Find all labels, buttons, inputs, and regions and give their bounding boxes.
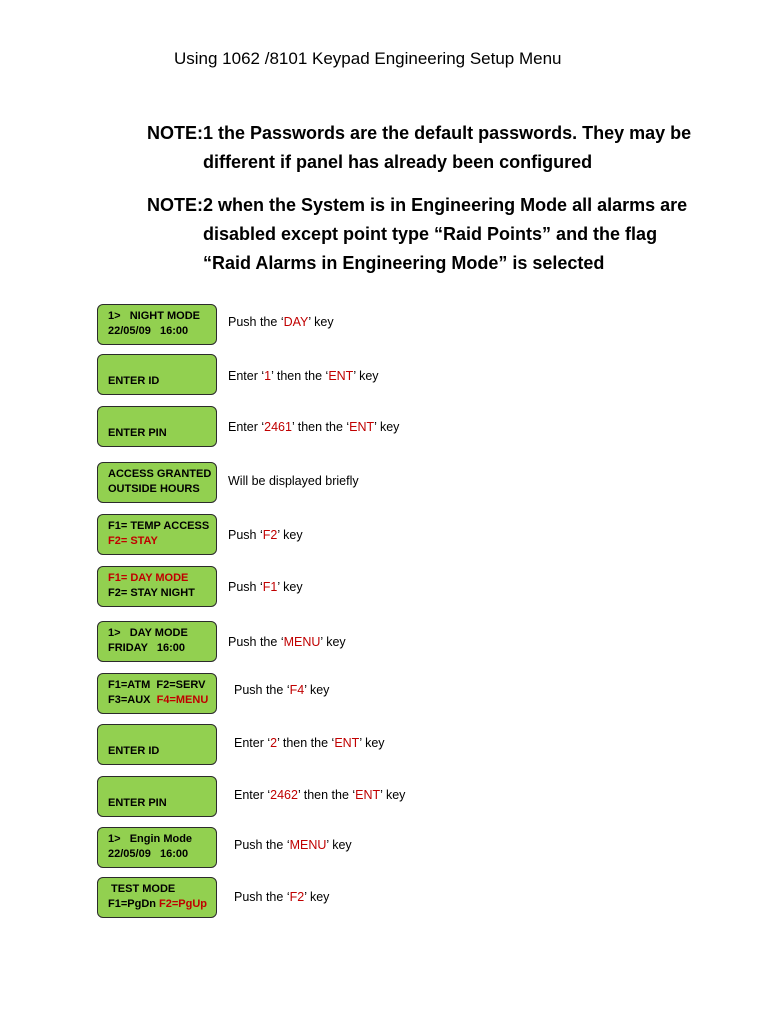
lcd-line-1 xyxy=(108,729,216,744)
lcd-line-1 xyxy=(108,359,216,374)
lcd-highlight-text: F1= DAY MODE xyxy=(108,572,189,584)
instruction-text: Push ‘ xyxy=(228,528,263,542)
lcd-text: ACCESS GRANTED xyxy=(108,468,212,480)
lcd-line-1 xyxy=(108,626,216,641)
lcd-text: TEST MODE xyxy=(108,883,176,895)
lcd-text: ENTER ID xyxy=(108,745,160,757)
lcd-text: F3=AUX xyxy=(108,694,157,706)
lcd-line-2 xyxy=(108,744,216,759)
step-instruction xyxy=(228,474,359,488)
lcd-text: ENTER PIN xyxy=(108,797,167,809)
key-name: ENT xyxy=(328,369,354,383)
step-instruction xyxy=(228,580,303,594)
instruction-text: Push the ‘ xyxy=(234,890,290,904)
note-label: NOTE: xyxy=(147,123,203,143)
instruction-text: Enter ‘ xyxy=(228,369,265,383)
step-instruction xyxy=(228,315,334,329)
note-label: NOTE: xyxy=(147,195,203,215)
step-instruction xyxy=(234,788,405,802)
lcd-text: 22/05/09 16:00 xyxy=(108,848,189,860)
key-name: F2 xyxy=(262,528,278,542)
key-name: MENU xyxy=(289,838,327,852)
key-name: 2 xyxy=(270,736,278,750)
lcd-line-1 xyxy=(108,832,216,847)
instruction-text: Push the ‘ xyxy=(234,838,290,852)
lcd-display xyxy=(97,304,217,345)
lcd-display xyxy=(97,514,217,555)
lcd-text: F1=ATM F2=SERV xyxy=(108,679,206,691)
lcd-line-2 xyxy=(108,796,216,811)
page-title: Using 1062 /8101 Keypad Engineering Setup Menu xyxy=(174,49,562,68)
instruction-text: ’ key xyxy=(326,838,352,852)
key-name: 1 xyxy=(264,369,272,383)
instruction-text: ’ key xyxy=(380,788,406,802)
lcd-display xyxy=(97,354,217,395)
instruction-text: ’ then the ‘ xyxy=(297,788,356,802)
note-1 xyxy=(147,119,691,177)
lcd-line-2 xyxy=(108,897,216,912)
lcd-text: F2= STAY NIGHT xyxy=(108,587,195,599)
lcd-text: 22/05/09 16:00 xyxy=(108,325,189,337)
step-instruction xyxy=(234,838,352,852)
lcd-line-1 xyxy=(108,678,216,693)
note-text: disabled except point type “Raid Points” and the flag xyxy=(203,224,658,244)
key-name: ENT xyxy=(355,788,381,802)
instruction-text: Will be displayed briefly xyxy=(228,474,359,488)
key-name: F2 xyxy=(289,890,305,904)
key-name: MENU xyxy=(283,635,321,649)
key-name: ENT xyxy=(334,736,360,750)
lcd-line-1 xyxy=(108,882,216,897)
note-text: different if panel has already been configured xyxy=(203,152,593,172)
lcd-line-2 xyxy=(108,324,216,339)
lcd-line-1 xyxy=(108,411,216,426)
step-instruction xyxy=(228,635,346,649)
note-text: 1 the Passwords are the default passwords. They may be xyxy=(203,123,692,143)
lcd-display xyxy=(97,406,217,447)
lcd-display xyxy=(97,724,217,765)
step-instruction xyxy=(228,369,379,383)
lcd-highlight-text: F4=MENU xyxy=(156,694,209,706)
lcd-line-2 xyxy=(108,847,216,862)
lcd-display xyxy=(97,877,217,918)
lcd-line-1 xyxy=(108,781,216,796)
lcd-text: 1> NIGHT MODE xyxy=(108,310,200,322)
instruction-text: ’ key xyxy=(277,528,303,542)
lcd-text: ENTER PIN xyxy=(108,427,167,439)
lcd-line-2 xyxy=(108,374,216,389)
lcd-text: 1> DAY MODE xyxy=(108,627,188,639)
lcd-display xyxy=(97,462,217,503)
instruction-text: ’ then the ‘ xyxy=(271,369,329,383)
key-name: DAY xyxy=(283,315,309,329)
instruction-text: ’ key xyxy=(308,315,334,329)
lcd-display xyxy=(97,566,217,607)
instruction-text: Enter ‘ xyxy=(234,788,271,802)
key-name: 2462 xyxy=(270,788,298,802)
step-instruction xyxy=(234,683,329,697)
key-name: ENT xyxy=(349,420,375,434)
instruction-text: Enter ‘ xyxy=(234,736,271,750)
instruction-text: ’ key xyxy=(277,580,303,594)
step-instruction xyxy=(234,736,385,750)
instruction-text: Push ‘ xyxy=(228,580,263,594)
lcd-text: OUTSIDE HOURS xyxy=(108,483,200,495)
lcd-line-1 xyxy=(108,519,216,534)
lcd-text: F1= TEMP ACCESS xyxy=(108,520,210,532)
instruction-text: Push the ‘ xyxy=(228,315,284,329)
lcd-display xyxy=(97,827,217,868)
step-instruction xyxy=(234,890,329,904)
instruction-text: ’ key xyxy=(304,683,330,697)
lcd-line-2 xyxy=(108,482,216,497)
instruction-text: Push the ‘ xyxy=(228,635,284,649)
lcd-highlight-text: F2= STAY xyxy=(108,535,158,547)
key-name: F4 xyxy=(289,683,305,697)
instruction-text: ’ key xyxy=(304,890,330,904)
note-text: “Raid Alarms in Engineering Mode” is selected xyxy=(203,253,605,273)
note-2 xyxy=(147,191,687,278)
instruction-text: ’ then the ‘ xyxy=(291,420,350,434)
step-instruction xyxy=(228,420,399,434)
instruction-text: ’ key xyxy=(353,369,379,383)
lcd-text: FRIDAY 16:00 xyxy=(108,642,186,654)
instruction-text: Enter ‘ xyxy=(228,420,265,434)
note-text: 2 when the System is in Engineering Mode all alarms are xyxy=(203,195,688,215)
lcd-display xyxy=(97,673,217,714)
key-name: F1 xyxy=(262,580,278,594)
lcd-line-2 xyxy=(108,534,216,549)
lcd-line-1 xyxy=(108,309,216,324)
instruction-text: ’ then the ‘ xyxy=(277,736,335,750)
instruction-text: Push the ‘ xyxy=(234,683,290,697)
step-instruction xyxy=(228,528,303,542)
lcd-text: 1> Engin Mode xyxy=(108,833,193,845)
lcd-display xyxy=(97,621,217,662)
instruction-text: ’ key xyxy=(374,420,400,434)
lcd-highlight-text: F2=PgUp xyxy=(159,898,208,910)
lcd-line-1 xyxy=(108,467,216,482)
lcd-line-2 xyxy=(108,426,216,441)
lcd-text: F1=PgDn xyxy=(108,898,160,910)
lcd-line-2 xyxy=(108,586,216,601)
instruction-text: ’ key xyxy=(359,736,385,750)
lcd-line-1 xyxy=(108,571,216,586)
key-name: 2461 xyxy=(264,420,292,434)
lcd-line-2 xyxy=(108,641,216,656)
instruction-text: ’ key xyxy=(320,635,346,649)
lcd-display xyxy=(97,776,217,817)
lcd-line-2 xyxy=(108,693,216,708)
lcd-text: ENTER ID xyxy=(108,375,160,387)
